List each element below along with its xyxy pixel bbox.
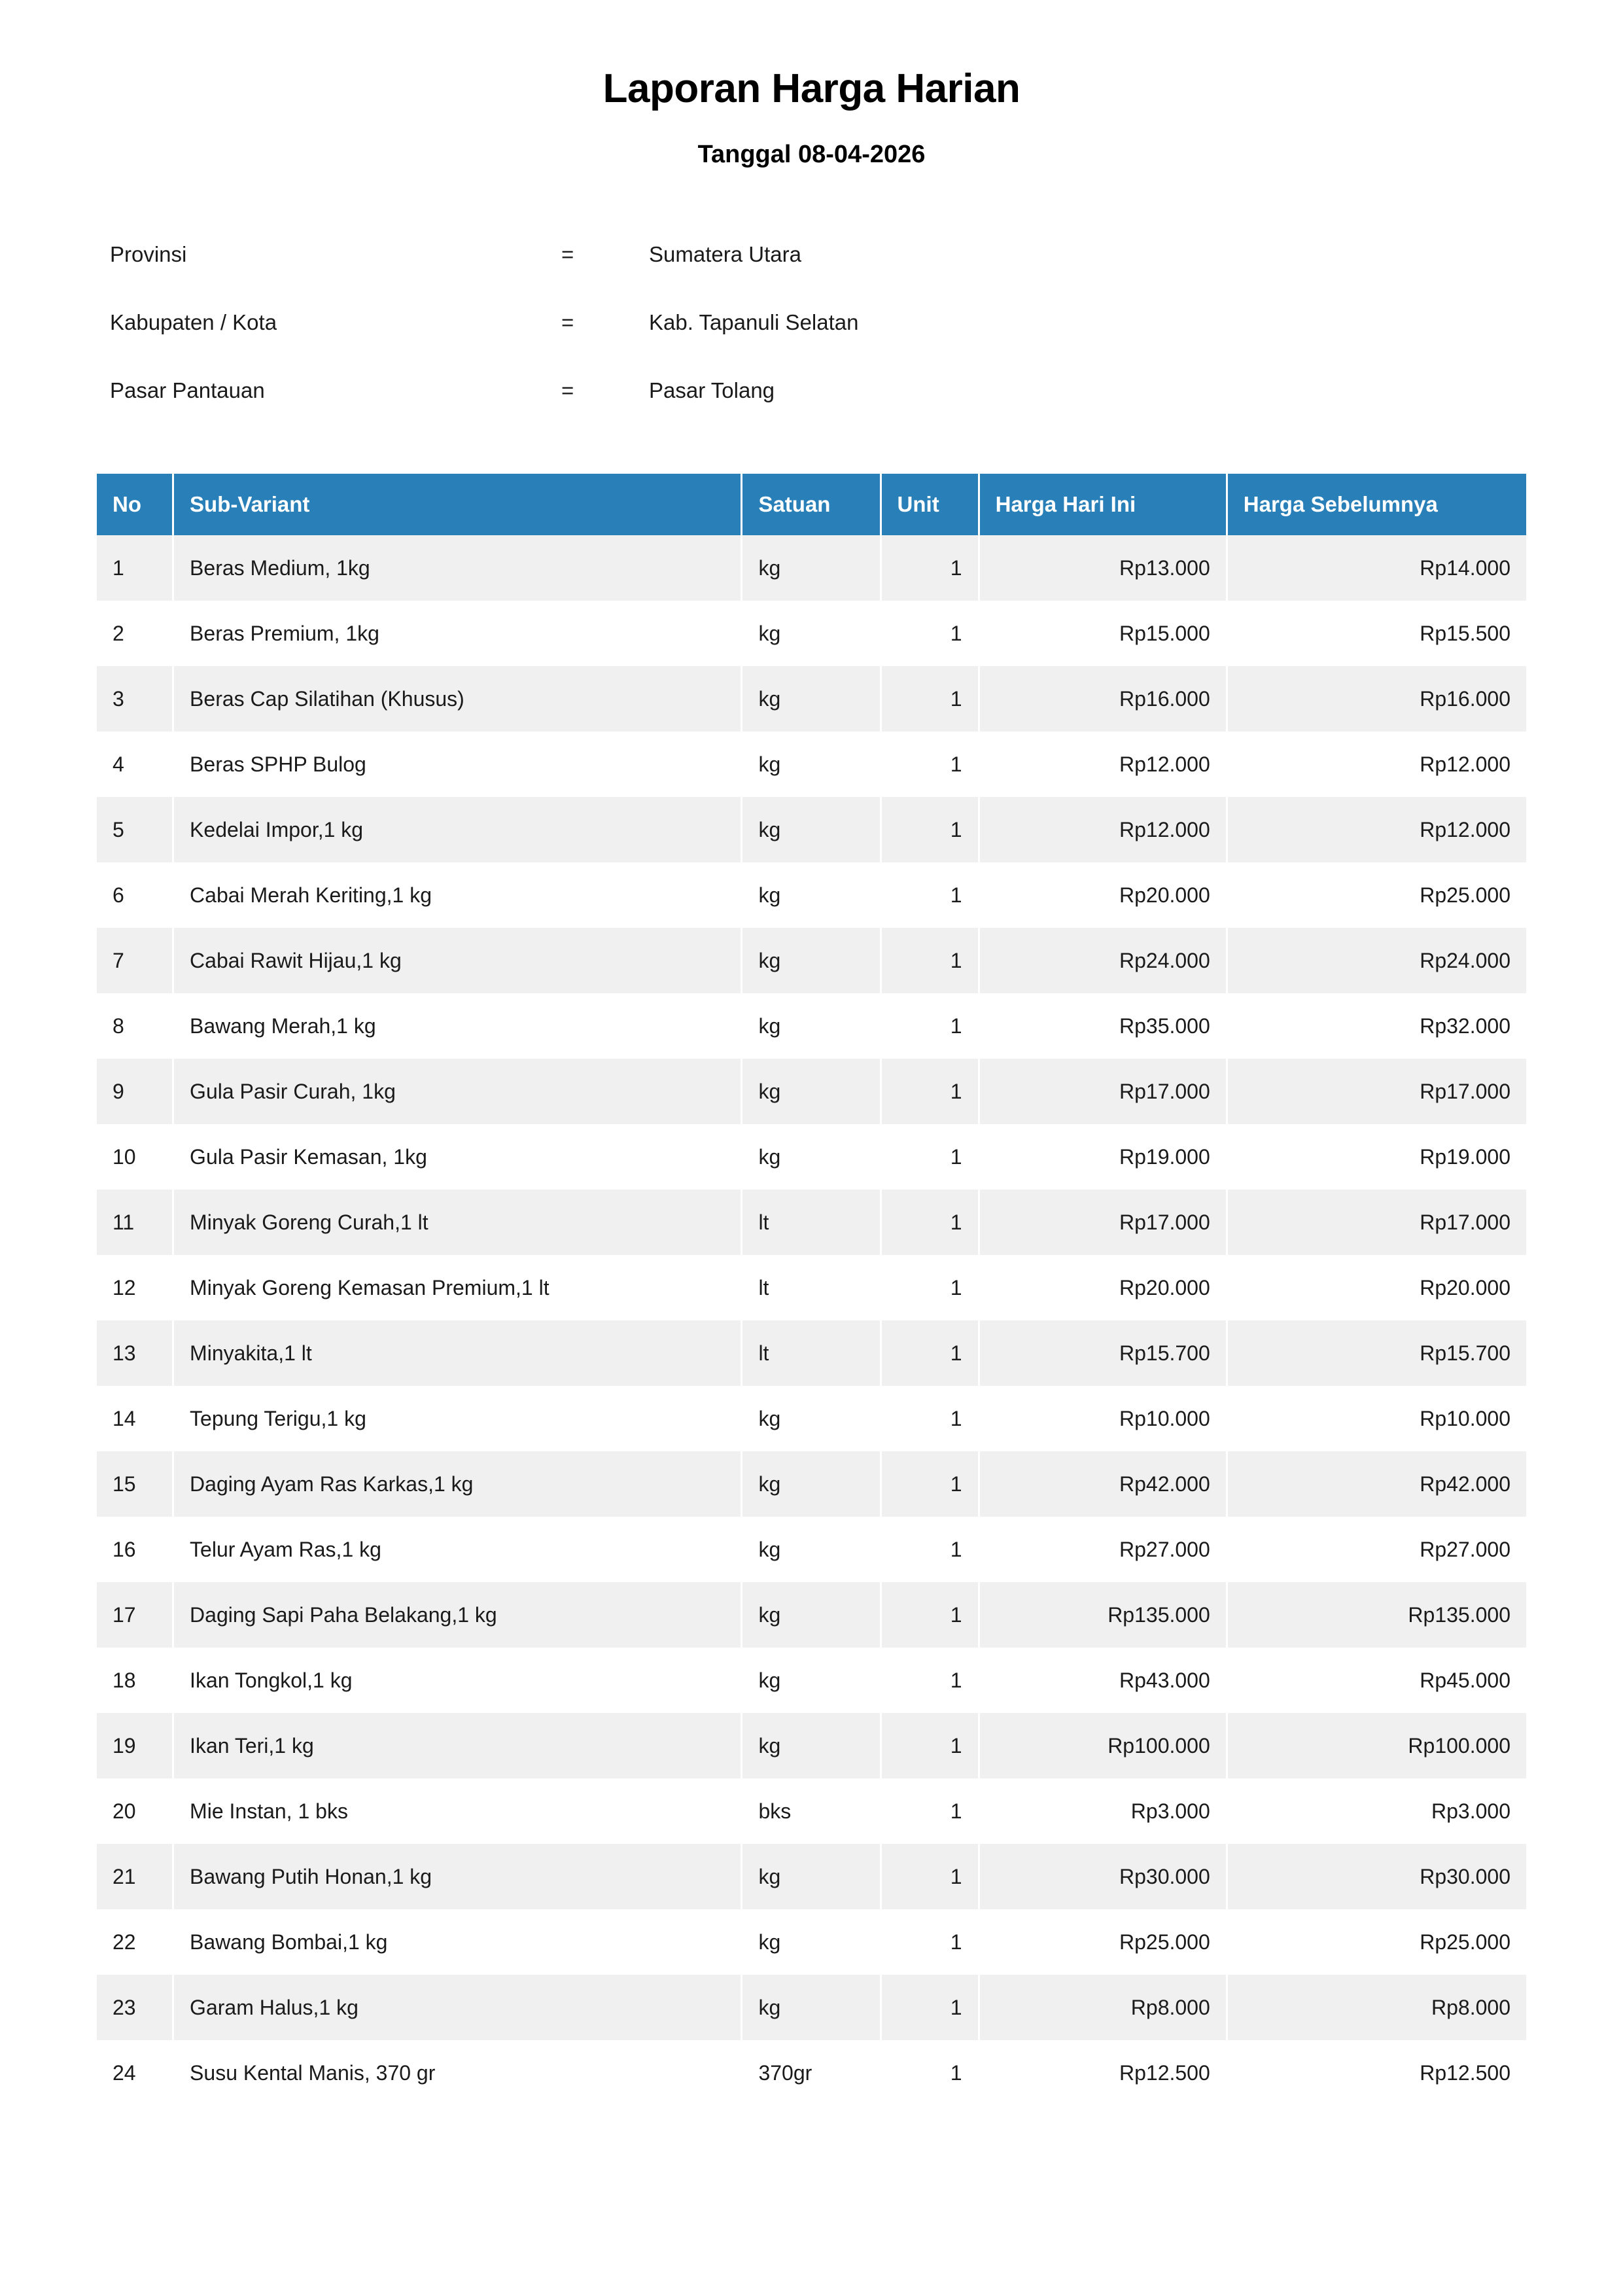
table-row [97,1451,1526,1517]
cell-satuan: kg [742,1124,879,1190]
cell-no: 21 [97,1844,172,1909]
cell-satuan: kg [742,666,879,732]
cell-harga-sebelumnya: Rp20.000 [1228,1255,1526,1320]
cell-sub-variant: Cabai Rawit Hijau,1 kg [174,928,741,993]
cell-harga-sebelumnya: Rp10.000 [1228,1386,1526,1451]
cell-sub-variant: Beras Cap Silatihan (Khusus) [174,666,741,732]
cell-no: 4 [97,732,172,797]
cell-no: 1 [97,535,172,601]
cell-harga-hari-ini: Rp100.000 [980,1713,1226,1778]
cell-unit: 1 [882,732,978,797]
cell-sub-variant: Minyak Goreng Kemasan Premium,1 lt [174,1255,741,1320]
cell-harga-sebelumnya: Rp15.700 [1228,1320,1526,1386]
cell-harga-hari-ini: Rp20.000 [980,1255,1226,1320]
cell-satuan: lt [742,1320,879,1386]
cell-no: 10 [97,1124,172,1190]
column-header-no: No [97,474,172,535]
table-row [97,1059,1526,1124]
cell-harga-sebelumnya: Rp17.000 [1228,1059,1526,1124]
cell-no: 5 [97,797,172,862]
cell-harga-hari-ini: Rp17.000 [980,1059,1226,1124]
cell-harga-hari-ini: Rp15.000 [980,601,1226,666]
cell-no: 20 [97,1778,172,1844]
cell-harga-hari-ini: Rp16.000 [980,666,1226,732]
cell-harga-hari-ini: Rp135.000 [980,1582,1226,1648]
cell-satuan: bks [742,1778,879,1844]
cell-sub-variant: Ikan Tongkol,1 kg [174,1648,741,1713]
cell-harga-sebelumnya: Rp14.000 [1228,535,1526,601]
cell-satuan: lt [742,1255,879,1320]
metadata-label-pasar-pantauan: Pasar Pantauan [110,378,265,402]
cell-sub-variant: Garam Halus,1 kg [174,1975,741,2040]
cell-unit: 1 [882,1386,978,1451]
table-row [97,2040,1526,2106]
cell-unit: 1 [882,535,978,601]
cell-satuan: kg [742,601,879,666]
cell-no: 14 [97,1386,172,1451]
table-row [97,1648,1526,1713]
cell-no: 7 [97,928,172,993]
table-row [97,928,1526,993]
cell-harga-hari-ini: Rp30.000 [980,1844,1226,1909]
cell-harga-sebelumnya: Rp12.500 [1228,2040,1526,2106]
cell-harga-hari-ini: Rp12.000 [980,797,1226,862]
cell-no: 24 [97,2040,172,2106]
table-row [97,1713,1526,1778]
column-header-harga-sebelumnya: Harga Sebelumnya [1228,474,1526,535]
cell-no: 3 [97,666,172,732]
cell-harga-hari-ini: Rp12.000 [980,732,1226,797]
cell-satuan: kg [742,1517,879,1582]
table-row [97,535,1526,601]
cell-satuan: kg [742,1386,879,1451]
cell-harga-sebelumnya: Rp25.000 [1228,862,1526,928]
cell-no: 16 [97,1517,172,1582]
cell-unit: 1 [882,1975,978,2040]
table-header-row [97,474,1526,535]
cell-sub-variant: Beras Medium, 1kg [174,535,741,601]
cell-unit: 1 [882,1451,978,1517]
table-row [97,1517,1526,1582]
cell-harga-sebelumnya: Rp25.000 [1228,1909,1526,1975]
cell-harga-hari-ini: Rp13.000 [980,535,1226,601]
cell-sub-variant: Susu Kental Manis, 370 gr [174,2040,741,2106]
cell-no: 11 [97,1190,172,1255]
cell-harga-hari-ini: Rp8.000 [980,1975,1226,2040]
cell-unit: 1 [882,2040,978,2106]
cell-harga-hari-ini: Rp25.000 [980,1909,1226,1975]
cell-sub-variant: Beras Premium, 1kg [174,601,741,666]
cell-sub-variant: Bawang Merah,1 kg [174,993,741,1059]
cell-satuan: kg [742,1909,879,1975]
table-row [97,1844,1526,1909]
cell-harga-hari-ini: Rp35.000 [980,993,1226,1059]
cell-satuan: lt [742,1190,879,1255]
cell-harga-sebelumnya: Rp30.000 [1228,1844,1526,1909]
cell-harga-sebelumnya: Rp12.000 [1228,797,1526,862]
cell-no: 15 [97,1451,172,1517]
page-title: Laporan Harga Harian [602,66,1021,111]
column-header-satuan: Satuan [742,474,879,535]
cell-unit: 1 [882,666,978,732]
cell-no: 18 [97,1648,172,1713]
cell-harga-hari-ini: Rp27.000 [980,1517,1226,1582]
cell-no: 6 [97,862,172,928]
cell-satuan: kg [742,1582,879,1648]
cell-harga-sebelumnya: Rp15.500 [1228,601,1526,666]
cell-satuan: kg [742,732,879,797]
cell-no: 22 [97,1909,172,1975]
table-row [97,1909,1526,1975]
cell-satuan: kg [742,1451,879,1517]
column-header-harga-hari-ini: Harga Hari Ini [980,474,1226,535]
cell-sub-variant: Mie Instan, 1 bks [174,1778,741,1844]
cell-harga-sebelumnya: Rp135.000 [1228,1582,1526,1648]
cell-satuan: kg [742,797,879,862]
table-row [97,993,1526,1059]
cell-unit: 1 [882,1713,978,1778]
table-row [97,1190,1526,1255]
cell-sub-variant: Bawang Bombai,1 kg [174,1909,741,1975]
table-row [97,1124,1526,1190]
cell-unit: 1 [882,1255,978,1320]
metadata-row-kabupaten-kota [110,310,1623,378]
metadata-value-kabupaten-kota: Kab. Tapanuli Selatan [649,310,859,334]
cell-sub-variant: Minyakita,1 lt [174,1320,741,1386]
cell-harga-sebelumnya: Rp16.000 [1228,666,1526,732]
cell-no: 23 [97,1975,172,2040]
table-row [97,601,1526,666]
cell-unit: 1 [882,1517,978,1582]
table-row [97,732,1526,797]
cell-no: 17 [97,1582,172,1648]
cell-harga-sebelumnya: Rp3.000 [1228,1778,1526,1844]
cell-unit: 1 [882,928,978,993]
cell-harga-hari-ini: Rp43.000 [980,1648,1226,1713]
cell-sub-variant: Telur Ayam Ras,1 kg [174,1517,741,1582]
cell-satuan: kg [742,1844,879,1909]
cell-unit: 1 [882,862,978,928]
cell-satuan: kg [742,1713,879,1778]
cell-sub-variant: Bawang Putih Honan,1 kg [174,1844,741,1909]
cell-sub-variant: Cabai Merah Keriting,1 kg [174,862,741,928]
metadata-separator: = [561,378,574,402]
cell-sub-variant: Beras SPHP Bulog [174,732,741,797]
cell-harga-hari-ini: Rp24.000 [980,928,1226,993]
cell-unit: 1 [882,1190,978,1255]
cell-satuan: kg [742,535,879,601]
price-table-container [0,474,1623,2106]
cell-harga-sebelumnya: Rp8.000 [1228,1975,1526,2040]
cell-satuan: kg [742,1648,879,1713]
cell-harga-sebelumnya: Rp24.000 [1228,928,1526,993]
cell-satuan: kg [742,862,879,928]
cell-harga-hari-ini: Rp10.000 [980,1386,1226,1451]
page-subtitle-date: Tanggal 08-04-2026 [697,141,926,168]
cell-satuan: kg [742,928,879,993]
cell-sub-variant: Kedelai Impor,1 kg [174,797,741,862]
cell-harga-hari-ini: Rp42.000 [980,1451,1226,1517]
cell-harga-sebelumnya: Rp17.000 [1228,1190,1526,1255]
metadata-label-provinsi: Provinsi [110,242,187,266]
cell-unit: 1 [882,1059,978,1124]
cell-unit: 1 [882,1582,978,1648]
cell-sub-variant: Gula Pasir Curah, 1kg [174,1059,741,1124]
cell-satuan: kg [742,1059,879,1124]
cell-no: 8 [97,993,172,1059]
table-row [97,1778,1526,1844]
cell-no: 13 [97,1320,172,1386]
column-header-sub-variant: Sub-Variant [174,474,741,535]
cell-unit: 1 [882,601,978,666]
cell-unit: 1 [882,1778,978,1844]
cell-harga-hari-ini: Rp3.000 [980,1778,1226,1844]
cell-sub-variant: Daging Ayam Ras Karkas,1 kg [174,1451,741,1517]
cell-unit: 1 [882,1909,978,1975]
cell-no: 12 [97,1255,172,1320]
cell-unit: 1 [882,1124,978,1190]
metadata-row-provinsi [110,242,1623,310]
metadata-value-pasar-pantauan: Pasar Tolang [649,378,775,402]
table-row [97,1255,1526,1320]
cell-sub-variant: Gula Pasir Kemasan, 1kg [174,1124,741,1190]
cell-unit: 1 [882,1320,978,1386]
cell-harga-sebelumnya: Rp27.000 [1228,1517,1526,1582]
table-row [97,666,1526,732]
metadata-separator: = [561,310,574,334]
cell-harga-hari-ini: Rp12.500 [980,2040,1226,2106]
cell-harga-hari-ini: Rp20.000 [980,862,1226,928]
cell-harga-sebelumnya: Rp45.000 [1228,1648,1526,1713]
table-row [97,1320,1526,1386]
cell-harga-sebelumnya: Rp12.000 [1228,732,1526,797]
cell-unit: 1 [882,1648,978,1713]
cell-satuan: 370gr [742,2040,879,2106]
cell-harga-hari-ini: Rp17.000 [980,1190,1226,1255]
table-row [97,1386,1526,1451]
cell-harga-sebelumnya: Rp42.000 [1228,1451,1526,1517]
cell-sub-variant: Minyak Goreng Curah,1 lt [174,1190,741,1255]
cell-unit: 1 [882,993,978,1059]
cell-satuan: kg [742,1975,879,2040]
metadata-value-provinsi: Sumatera Utara [649,242,801,266]
cell-harga-hari-ini: Rp15.700 [980,1320,1226,1386]
cell-no: 9 [97,1059,172,1124]
column-header-unit: Unit [882,474,978,535]
metadata-label-kabupaten-kota: Kabupaten / Kota [110,310,277,334]
table-row [97,1582,1526,1648]
report-metadata [0,242,1623,446]
metadata-row-pasar-pantauan [110,378,1623,446]
table-body [97,535,1526,2106]
cell-no: 19 [97,1713,172,1778]
cell-harga-sebelumnya: Rp19.000 [1228,1124,1526,1190]
cell-harga-sebelumnya: Rp100.000 [1228,1713,1526,1778]
table-row [97,862,1526,928]
cell-harga-hari-ini: Rp19.000 [980,1124,1226,1190]
cell-no: 2 [97,601,172,666]
table-row [97,797,1526,862]
cell-sub-variant: Tepung Terigu,1 kg [174,1386,741,1451]
cell-satuan: kg [742,993,879,1059]
cell-harga-sebelumnya: Rp32.000 [1228,993,1526,1059]
cell-unit: 1 [882,1844,978,1909]
table-row [97,1975,1526,2040]
table-header [97,474,1526,535]
cell-sub-variant: Ikan Teri,1 kg [174,1713,741,1778]
cell-sub-variant: Daging Sapi Paha Belakang,1 kg [174,1582,741,1648]
daily-price-table [95,474,1528,2106]
metadata-separator: = [561,242,574,266]
cell-unit: 1 [882,797,978,862]
